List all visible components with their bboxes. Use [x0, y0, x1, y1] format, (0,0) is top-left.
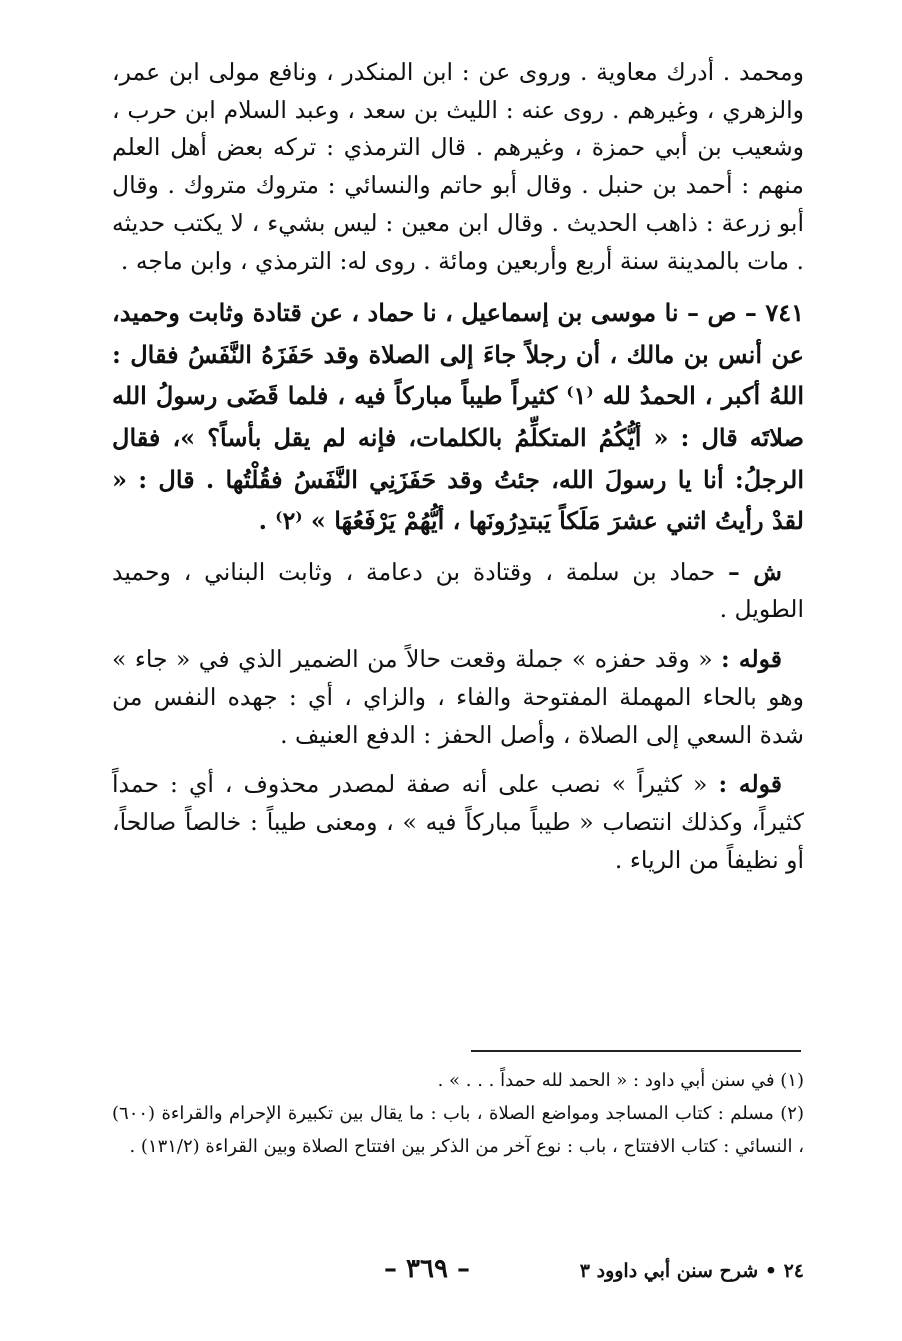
- page-number: – ٣٦٩ –: [383, 1254, 470, 1284]
- sharh-paragraph: [112, 554, 804, 629]
- page-footer: [112, 1254, 804, 1294]
- narrator-biography-paragraph: ومحمد . أدرك معاوية . وروى عن : ابن المنكدر ، ونافع مولى ابن عمر، والزهري ، وغيرهم . روى عنه : الليث بن سعد ، وعبد السلام ابن حرب ، وشعيب بن أبي حمزة ، وغيرهم . قال الترمذي : تركه بعض أهل العلم منهم : أحمد بن حنبل . وقال أبو حاتم والنسائي : متروك متروك . وقال أبو زرعة : ذاهب الحديث . وقال ابن معين : ليس بشيء ، لا يكتب حديثه . مات بالمدينة سنة أربع وأربعين ومائة . روى له: الترمذي ، وابن ماجه .: [112, 58, 804, 275]
- commentary-text: « وقد حفزه » جملة وقعت حالاً من الضمير الذي في « جاء » وهو بالحاء المهملة المفتوحة والفاء ، والزاي ، أي : جهده النفس من شدة السعي إلى الصلاة ، وأصل الحفز : الدفع العنيف .: [112, 645, 804, 749]
- qawl-marker: قوله :: [718, 770, 782, 799]
- sharh-marker: ش –: [728, 557, 782, 586]
- sharh-text: حماد بن سلمة ، وقتادة بن دعامة ، وثابت البناني ، وحميد الطويل .: [112, 557, 804, 624]
- footnote-1: (١) في سنن أبي داود : « الحمد لله حمداً . . . » .: [437, 1070, 804, 1091]
- commentary-paragraph-hafazahu: [112, 641, 804, 754]
- running-title: ٢٤ • شرح سنن أبي داوود ٣: [579, 1260, 804, 1282]
- footnotes: [112, 1064, 804, 1163]
- footnote-separator: [471, 1050, 801, 1052]
- commentary-text: « كثيراً » نصب على أنه صفة لمصدر محذوف ، أي : حمداً كثيراً، وكذلك انتصاب « طيباً مباركاً فيه » ، ومعنى طيباً : خالصاً صالحاً، أو نظيفاً من الرياء .: [112, 770, 804, 874]
- commentary-paragraph-kathiran: [112, 766, 804, 879]
- qawl-marker: قوله :: [721, 645, 782, 674]
- page-body: [112, 54, 804, 879]
- hadith-text: ٧٤١ – ص – نا موسى بن إسماعيل ، نا حماد ، عن قتادة وثابت وحميد، عن أنس بن مالك ، أن رجلاً جاءَ إلى الصلاة وقد حَفَزَهُ النَّفَسُ فقال : اللهُ أكبر ، الحمدُ لله ⁽١⁾ كثيراً طيباً مباركاً فيه ، فلما قَضَى رسولُ الله صلاتَه قال : « أيُّكُمُ المتكلِّمُ بالكلمات، فإنه لم يقل بأساً؟ »، فقال الرجلُ: أنا يا رسولَ الله، جئتُ وقد حَفَزَنِي النَّفَسُ فقُلْتُها . قال : « لقدْ رأيتُ اثني عشرَ مَلَكاً يَبتدِرُونَها ، أيُّهُمْ يَرْفَعُهَا » ⁽٢⁾ .: [112, 298, 804, 536]
- footnote-2: (٢) مسلم : كتاب المساجد ومواضع الصلاة ، باب : ما يقال بين تكبيرة الإحرام والقراءة (٦٠٠) ، النسائي : كتاب الافتتاح ، باب : نوع آخر من الذكر بين افتتاح الصلاة وبين القراءة (١٣١/٢) .: [112, 1103, 804, 1157]
